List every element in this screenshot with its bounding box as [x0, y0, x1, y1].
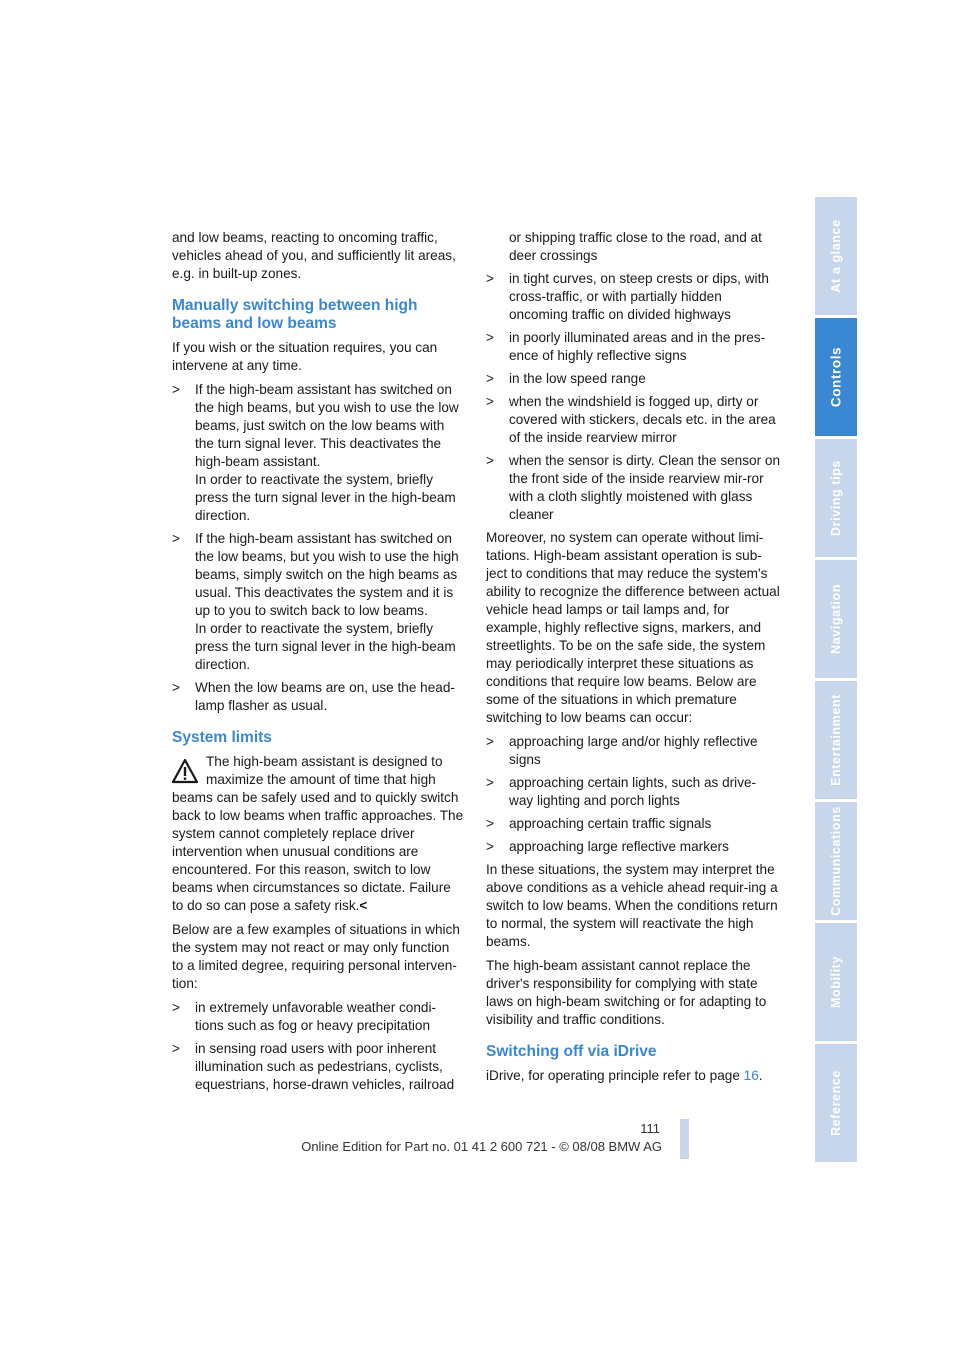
idrive-text: iDrive, for operating principle refer to page [486, 1068, 744, 1083]
tab-reference[interactable] [815, 1044, 857, 1162]
list-item [172, 381, 464, 525]
list-item [486, 733, 780, 769]
list-item-continued [486, 229, 780, 265]
bullet-marker: > [486, 816, 494, 831]
bullet-text: in tight curves, on steep crests or dips, with cross-traffic, or with partially hidden oncoming traffic on divided highways [509, 271, 769, 322]
bullet-text: in the low speed range [509, 371, 646, 386]
right-column [486, 229, 780, 1091]
list-item [486, 329, 780, 365]
bullet-marker: > [172, 1000, 180, 1015]
bullet-text: If the high-beam assistant has switched on the high beams, but you wish to use the low beams, just switch on the low beams with the turn signal lever. This deactivates the high-beam assistant. [195, 382, 459, 469]
warning-text: The high-beam assistant is designed to maximize the amount of time that high beams can be safely used and to quickly switch back to low beams when traffic approaches. The system cannot completely replace driver intervention when unusual conditions are encountered. For this reason, switch to low beams when circumstances so dictate. Failure to do so can pose a safety risk. [172, 754, 464, 913]
idrive-paragraph [486, 1067, 780, 1085]
bullet-text: approaching large and/or highly reflective signs [509, 734, 758, 767]
bullet-marker: > [486, 394, 494, 409]
bullet-text: approaching certain lights, such as drive-way lighting and porch lights [509, 775, 757, 808]
bullet-marker: > [486, 330, 494, 345]
bullet-text: or shipping traffic close to the road, and at deer crossings [509, 230, 762, 263]
bullet-marker: > [486, 839, 494, 854]
list-item [172, 530, 464, 674]
tab-label: Reference [829, 1070, 843, 1136]
bullet-marker: > [172, 680, 180, 695]
bullet-marker: > [486, 271, 494, 286]
tab-driving-tips[interactable] [815, 439, 857, 557]
bullet-marker: > [172, 531, 180, 546]
page-number: 111 [640, 1121, 660, 1136]
tab-label: Entertainment [829, 694, 843, 786]
tab-label: Driving tips [829, 460, 843, 536]
page-reference-link[interactable]: 16 [743, 1068, 759, 1083]
list-item [486, 270, 780, 324]
tab-at-a-glance[interactable] [815, 197, 857, 315]
list-item [172, 999, 464, 1035]
situations-paragraph: In these situations, the system may interpret the above conditions as a vehicle ahead requir-ing a switch to low beams. When the conditions return to normal, the system will reactivate the high beams. [486, 862, 778, 949]
bullet-text: in extremely unfavorable weather condi-tions such as fog or heavy precipitation [195, 1000, 437, 1033]
bullet-text: when the windshield is fogged up, dirty or covered with stickers, decals etc. in the area of the inside rearview mirror [509, 394, 776, 445]
moreover-paragraph: Moreover, no system can operate without limi-tations. High-beam assistant operation is sub-ject to conditions that may reduce the system's ability to recognize the difference between actual vehicle head lamps or tail lamps and, for example, highly reflective signs, markers, and streetlights. To be on the safe side, the system may periodically interpret these situations as conditions that require low beams. Below are some of the situations in which premature switching to low beams can occur: [486, 530, 780, 725]
list-item [486, 452, 780, 524]
list-item [486, 370, 780, 388]
heading-system-limits: System limits [172, 729, 272, 746]
bullet-marker: > [486, 734, 494, 749]
idrive-end: . [758, 1068, 763, 1083]
chapter-sidebar [815, 197, 857, 1165]
heading-manual-switching: Manually switching between high beams and low beams [172, 297, 418, 332]
bullet-text: approaching certain traffic signals [509, 816, 712, 831]
list-item [486, 838, 780, 856]
bullet-text: in sensing road users with poor inherent illumination such as pedestrians, cyclists, equestrians, horse-drawn vehicles, railroad [195, 1041, 455, 1092]
list-item [486, 393, 780, 447]
tab-label: At a glance [829, 219, 843, 293]
footer-bar [680, 1119, 689, 1159]
tab-label: Mobility [829, 955, 843, 1009]
bullet-marker: > [172, 1041, 180, 1056]
bullet-marker: > [172, 382, 180, 397]
left-column [172, 229, 464, 1099]
tab-entertainment[interactable] [815, 681, 857, 799]
end-mark: < [359, 898, 368, 913]
bullet-continuation: In order to reactivate the system, briefly press the turn signal lever in the high-beam direction. [195, 621, 456, 672]
tab-label: Controls [828, 346, 844, 408]
warning-note [172, 753, 464, 915]
bullet-continuation: In order to reactivate the system, briefly press the turn signal lever in the high-beam direction. [195, 472, 456, 523]
bullet-text: When the low beams are on, use the head-lamp flasher as usual. [195, 680, 455, 713]
tab-label: Navigation [829, 584, 843, 654]
bullet-marker: > [486, 371, 494, 386]
tab-navigation[interactable] [815, 560, 857, 678]
tab-mobility[interactable] [815, 923, 857, 1041]
responsibility-paragraph: The high-beam assistant cannot replace the driver's responsibility for complying with state laws on high-beam switching or for adapting to visibility and traffic conditions. [486, 958, 767, 1027]
list-item [486, 815, 780, 833]
list-item [172, 1040, 464, 1094]
bullet-text: in poorly illuminated areas and in the pres-ence of highly reflective signs [509, 330, 766, 363]
bullet-marker: > [486, 453, 494, 468]
tab-label: Communications [829, 806, 843, 916]
list-item [172, 679, 464, 715]
manual-intro: If you wish or the situation requires, you can intervene at any time. [172, 340, 438, 373]
bullet-text: when the sensor is dirty. Clean the sensor on the front side of the inside rearview mir-ror with a cloth slightly moistened with glass cleaner [509, 453, 781, 522]
bullet-marker: > [486, 775, 494, 790]
footer-text: Online Edition for Part no. 01 41 2 600 721 - © 08/08 BMW AG [301, 1139, 662, 1154]
examples-intro: Below are a few examples of situations in which the system may not react or may only function to a limited degree, requiring personal interven-tion: [172, 922, 460, 991]
warning-triangle-icon [172, 758, 198, 784]
tab-controls[interactable] [815, 318, 857, 436]
bullet-text: approaching large reflective markers [509, 839, 729, 854]
list-item [486, 774, 780, 810]
tab-communications[interactable] [815, 802, 857, 920]
bullet-text: If the high-beam assistant has switched on the low beams, but you wish to use the high beams, simply switch on the high beams as usual. This deactivates the system and it is up to you to switch back to low beams. [195, 531, 459, 618]
intro-paragraph: and low beams, reacting to oncoming traffic, vehicles ahead of you, and sufficiently lit areas, e.g. in built-up zones. [172, 230, 456, 281]
heading-idrive: Switching off via iDrive [486, 1043, 657, 1060]
